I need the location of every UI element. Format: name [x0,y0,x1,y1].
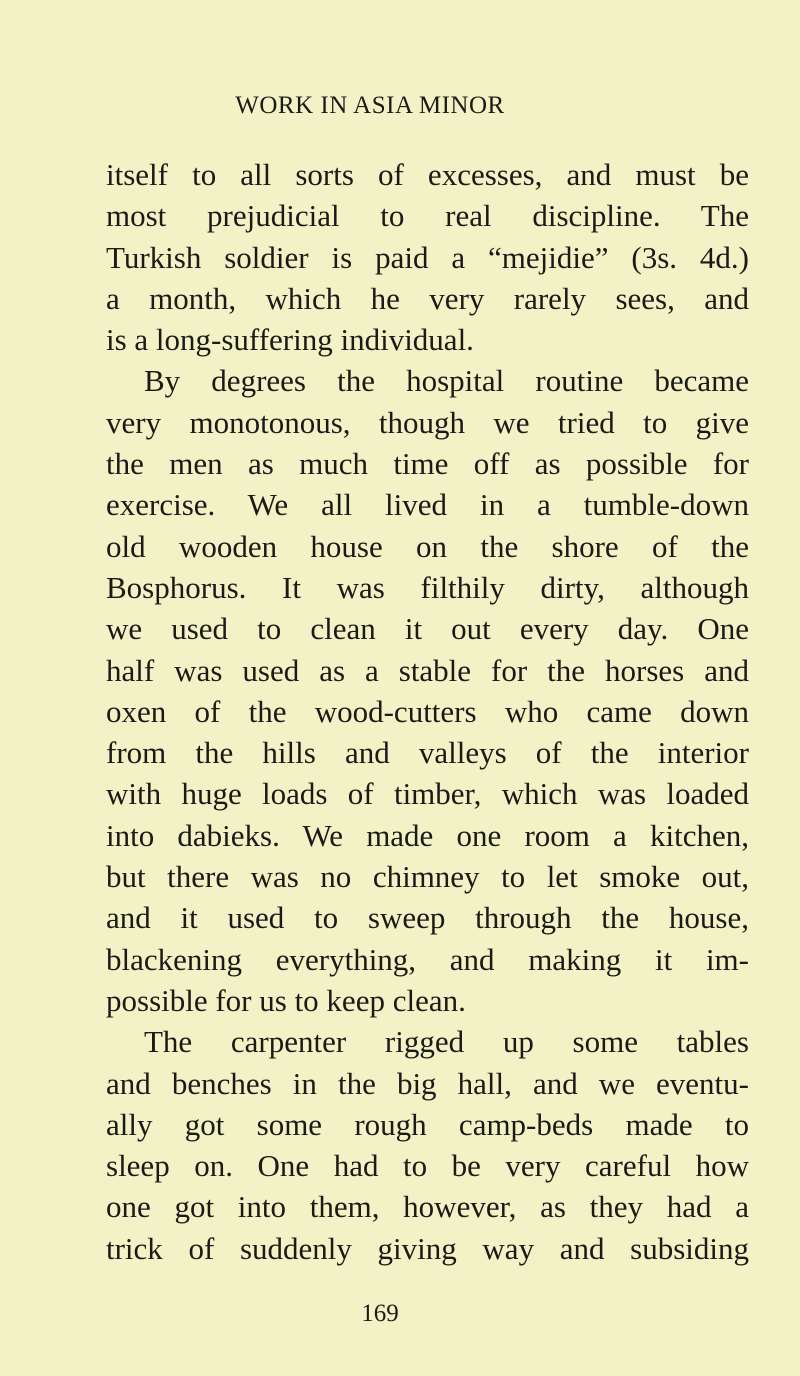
text-line: Bosphorus. It was filthily dirty, although [106,569,749,605]
text-line: By degrees the hospital routine became [144,363,749,399]
text-line: Turkish soldier is paid a “mejidie” (3s. 4d.) [106,239,749,275]
text-line: but there was no chimney to let smoke out, [106,859,749,895]
running-head: WORK IN ASIA MINOR [235,92,505,119]
text-line: half was used as a stable for the horses and [106,652,749,688]
body-text [106,154,749,1269]
text-line: we used to clean it out every day. One [106,611,749,647]
text-line: blackening everything, and making it im- [106,941,749,977]
text-line: sleep on. One had to be very careful how [106,1148,749,1184]
text-line: very monotonous, though we tried to give [106,404,749,440]
text-line: one got into them, however, as they had a [106,1189,749,1225]
text-line: itself to all sorts of excesses, and must be [106,157,749,192]
text-line: most prejudicial to real discipline. The [106,198,749,234]
page-number: 169 [361,1300,399,1327]
text-line: oxen of the wood-cutters who came down [106,693,749,729]
text-line: exercise. We all lived in a tumble-down [106,487,749,523]
text-line: old wooden house on the shore of the [106,528,749,564]
text-line: and it used to sweep through the house, [106,900,749,936]
text-line: trick of suddenly giving way and subsiding [106,1230,749,1266]
text-line: and benches in the big hall, and we eventu- [106,1065,749,1101]
text-line: a month, which he very rarely sees, and [106,280,749,316]
text-line: from the hills and valleys of the interior [106,735,749,771]
text-line: The carpenter rigged up some tables [144,1024,749,1060]
text-line: is a long-suffering individual. [106,322,474,358]
text-line: possible for us to keep clean. [106,982,466,1018]
text-line: ally got some rough camp-beds made to [106,1106,749,1142]
text-line: into dabieks. We made one room a kitchen, [106,817,749,853]
text-line: with huge loads of timber, which was loaded [106,776,749,812]
text-line: the men as much time off as possible for [106,446,749,482]
